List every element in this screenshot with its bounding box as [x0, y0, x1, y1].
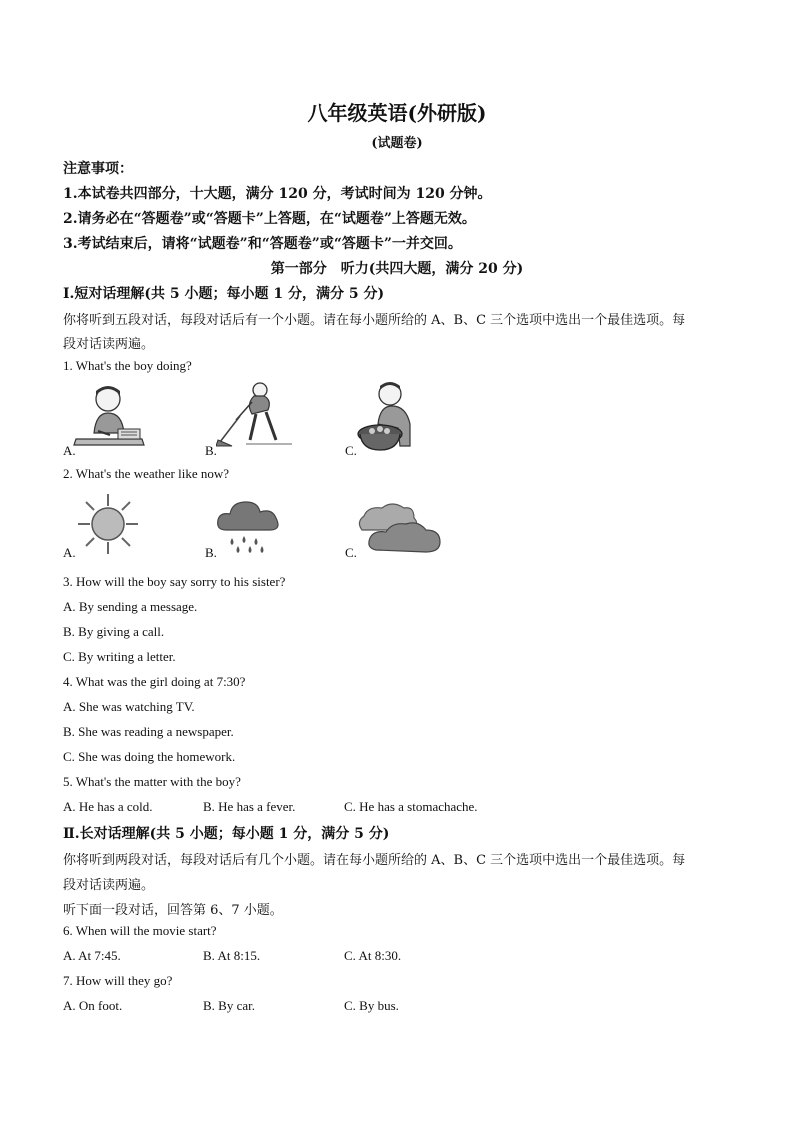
- q3-option-c: C. By writing a letter.: [63, 649, 176, 664]
- part1-title: 第一部分 听力(共四大题，满分 20 分): [270, 261, 524, 277]
- q3-option-b: B. By giving a call.: [63, 624, 165, 639]
- q4-option-b: B. She was reading a newspaper.: [63, 724, 234, 739]
- q3-stem: 3. How will the boy say sorry to his sister?: [63, 574, 286, 589]
- section2-instruction-2: 段对话读两遍。: [63, 878, 155, 893]
- q7-option-b: B. By car.: [203, 998, 255, 1013]
- section2-title: Ⅱ.长对话理解(共 5 小题；每小题 1 分，满分 5 分): [63, 826, 390, 842]
- q1-label-c: C.: [345, 443, 357, 458]
- q1-label-b: B.: [205, 443, 217, 458]
- q4-option-a: A. She was watching TV.: [63, 699, 195, 714]
- rain-cloud-icon: [216, 496, 282, 556]
- boy-writing-icon: [72, 383, 148, 451]
- q4-option-c: C. She was doing the homework.: [63, 749, 236, 764]
- q5-option-a: A. He has a cold.: [63, 799, 153, 814]
- q3-option-a: A. By sending a message.: [63, 599, 198, 614]
- section1-instruction-2: 段对话读两遍。: [63, 337, 155, 352]
- q6-option-b: B. At 8:15.: [203, 948, 261, 963]
- q4-stem: 4. What was the girl doing at 7:30?: [63, 674, 246, 689]
- notes-item-1: 1.本试卷共四部分，十大题，满分 120 分，考试时间为 120 分钟。: [63, 186, 492, 202]
- q7-stem: 7. How will they go?: [63, 973, 173, 988]
- q7-option-c: C. By bus.: [344, 998, 399, 1013]
- q2-label-c: C.: [345, 545, 357, 560]
- clouds-icon: [356, 500, 444, 556]
- section2-instruction-1: 你将听到两段对话，每段对话后有几个小题。请在每小题所给的 A、B、C 三个选项中选出一个最佳选项。每: [63, 853, 686, 868]
- boy-sweeping-icon: [216, 380, 296, 452]
- q2-label-b: B.: [205, 545, 217, 560]
- q2-stem: 2. What's the weather like now?: [63, 466, 229, 481]
- boy-washing-icon: [354, 380, 424, 454]
- q2-label-a: A.: [63, 545, 76, 560]
- section2-lead: 听下面一段对话，回答第 6、7 小题。: [63, 903, 283, 918]
- page-title: 八年级英语(外研版): [307, 101, 487, 125]
- q5-stem: 5. What's the matter with the boy?: [63, 774, 241, 789]
- q5-option-b: B. He has a fever.: [203, 799, 296, 814]
- notes-heading: 注意事项：: [63, 161, 133, 177]
- q6-option-a: A. At 7:45.: [63, 948, 121, 963]
- q6-option-c: C. At 8:30.: [344, 948, 402, 963]
- page-subtitle: (试题卷): [371, 136, 423, 151]
- q5-option-c: C. He has a stomachache.: [344, 799, 478, 814]
- q6-stem: 6. When will the movie start?: [63, 923, 217, 938]
- q1-label-a: A.: [63, 443, 76, 458]
- q7-option-a: A. On foot.: [63, 998, 123, 1013]
- notes-item-3: 3.考试结束后，请将“试题卷”和“答题卷”或“答题卡”一并交回。: [63, 236, 462, 252]
- section1-title: Ⅰ.短对话理解(共 5 小题；每小题 1 分，满分 5 分): [63, 286, 385, 302]
- q1-stem: 1. What's the boy doing?: [63, 358, 192, 373]
- section1-instruction-1: 你将听到五段对话，每段对话后有一个小题。请在每小题所给的 A、B、C 三个选项中选出一个最佳选项。每: [63, 313, 686, 328]
- sun-icon: [76, 492, 140, 556]
- notes-item-2: 2.请务必在“答题卷”或“答题卡”上答题，在“试题卷”上答题无效。: [63, 211, 476, 227]
